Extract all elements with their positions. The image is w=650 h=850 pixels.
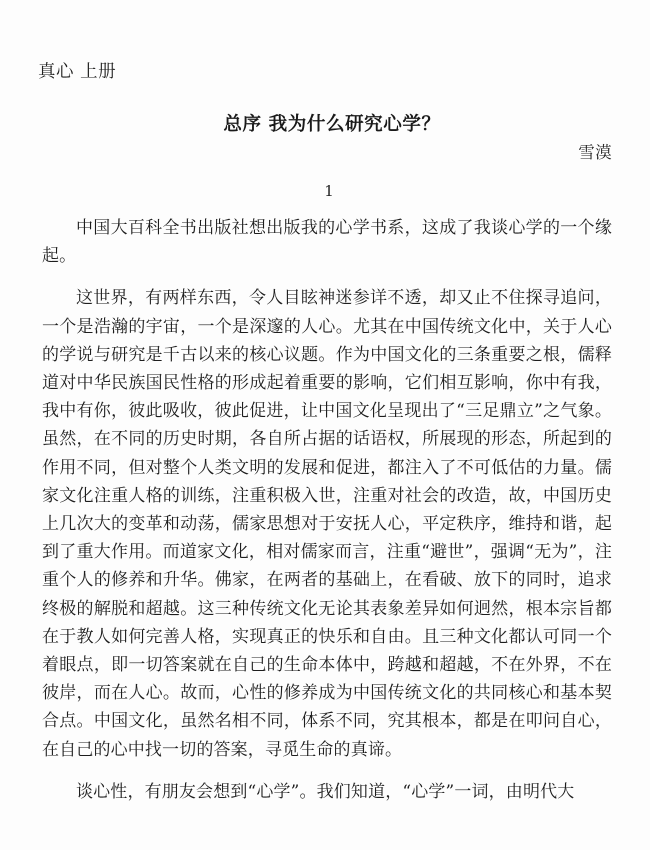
- section-number: 1: [324, 182, 334, 200]
- paragraph: 这世界，有两样东西，令人目眩神迷参详不透，却又止不住探寻追问，一个是浩瀚的宇宙，一个是深邃的人心。尤其在中国传统文化中，关于人心的学说与研究是千古以来的核心议题。作为中国文化的三条重要之根，儒释道对中华民族国民性格的形成起着重要的影响，它们相互影响，你中有我，我中有你，彼此吸收，彼此促进，让中国文化呈现出了“三足鼎立”之气象。虽然，在不同的历史时期，各自所占据的话语权，所展现的形态，所起到的作用不同，但对整个人类文明的发展和促进，都注入了不可低估的力量。儒家文化注重人格的训练，注重积极入世，注重对社会的改造，故，中国历史上几次大的变革和动荡，儒家思想对于安抚人心，平定秩序，维持和谐，起到了重大作用。而道家文化，相对儒家而言，注重“避世”，强调“无为”，注重个人的修养和升华。佛家，在两者的基础上，在看破、放下的同时，追求终极的解脱和超越。这三种传统文化无论其表象差异如何迥然，根本宗旨都在于教人如何完善人格，实现真正的快乐和自由。且三种文化都认可同一个着眼点，即一切答案就在自己的生命本体中，跨越和超越，不在外界，不在彼岸，而在人心。故而，心性的修养成为中国传统文化的共同核心和基本契合点。中国文化，虽然名相不同，体系不同，究其根本，都是在叩问自心，在自己的心中找一切的答案，寻觅生命的真谛。: [42, 288, 612, 760]
- paragraph: 谈心性，有朋友会想到“心学”。我们知道，“心学”一词，由明代大: [76, 781, 575, 802]
- author-byline: 雪漠: [578, 143, 612, 162]
- body-text: [42, 214, 612, 806]
- paragraph: 中国大百科全书出版社想出版我的心学书系，这成了我谈心学的一个缘起。: [42, 218, 612, 267]
- running-head: 真心 上册: [38, 62, 117, 82]
- page-title: 总序 我为什么研究心学？: [223, 114, 441, 136]
- title-block: [0, 98, 650, 149]
